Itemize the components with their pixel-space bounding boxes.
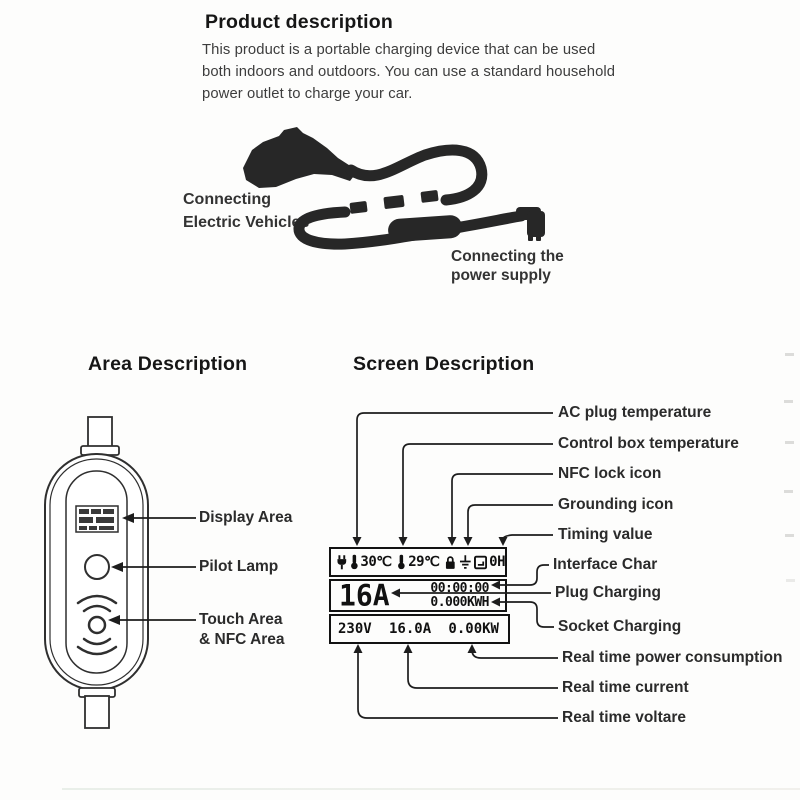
lock-icon <box>444 555 457 570</box>
device-body-inner-outline <box>50 459 143 685</box>
device-callout-arrows <box>108 513 196 625</box>
scan-artifact <box>786 579 795 582</box>
screen-description-heading: Screen Description <box>353 353 535 375</box>
energy-value: 0.000KWH <box>430 595 489 610</box>
device-body-outline <box>45 454 148 690</box>
callout-realtime-voltage: Real time voltare <box>562 709 687 726</box>
pilot-lamp <box>85 555 109 579</box>
device-top-cable <box>88 417 112 450</box>
control-box-temperature-value: 29℃ <box>408 554 440 570</box>
product-description-line: This product is a portable charging device that can be used <box>202 42 596 58</box>
device-bottom-cable <box>85 696 109 728</box>
cable-lower <box>299 212 521 244</box>
callout-socket-charging: Socket Charging <box>558 618 682 635</box>
device-display <box>76 506 118 532</box>
device-display-pixels <box>79 509 114 530</box>
realtime-current-value: 16.0A <box>388 621 432 637</box>
cable-upper <box>351 150 482 200</box>
grounding-icon <box>459 555 472 570</box>
lcd-measure-row <box>329 614 510 644</box>
label-pilot-lamp: Pilot Lamp <box>199 558 279 575</box>
scan-artifact <box>785 353 794 356</box>
scan-artifact-line <box>62 788 800 790</box>
label-connecting-power: Connecting the <box>451 248 564 265</box>
realtime-power-value: 0.00KW <box>448 621 499 637</box>
plug-icon <box>336 555 348 570</box>
scan-artifact <box>785 534 794 537</box>
label-touch-area: Touch Area <box>199 611 283 628</box>
product-description-line: both indoors and outdoors. You can use a standard household <box>202 64 616 80</box>
product-description-heading: Product description <box>205 11 393 33</box>
scan-artifact <box>784 490 793 493</box>
cable-break-dashes <box>349 190 438 214</box>
label-nfc-area: & NFC Area <box>199 631 285 648</box>
nfc-touch-icon <box>78 596 116 654</box>
callout-realtime-current: Real time current <box>562 679 689 696</box>
timing-value: 0H <box>489 554 506 570</box>
callout-control-box-temperature: Control box temperature <box>558 435 739 452</box>
ac-plug-temperature-value: 30℃ <box>360 554 392 570</box>
lcd-status-row <box>329 547 507 577</box>
callout-nfc-lock-icon: NFC lock icon <box>558 465 662 482</box>
cable-control-box <box>387 214 462 242</box>
thermometer-icon <box>350 554 359 570</box>
device-top-flange <box>81 446 119 455</box>
label-connecting-power: power supply <box>451 267 551 284</box>
callout-grounding-icon: Grounding icon <box>558 496 674 513</box>
callout-timing-value: Timing value <box>558 526 653 543</box>
callout-realtime-power: Real time power consumption <box>562 649 783 666</box>
label-connecting-ev: Electric Vehicles <box>183 214 310 231</box>
charge-time-value: 00:00:00 <box>430 581 489 596</box>
callout-ac-plug-temperature: AC plug temperature <box>558 404 712 421</box>
product-description-line: power outlet to charge your car. <box>202 86 413 102</box>
power-plug-silhouette <box>516 207 545 241</box>
interface-char-icon <box>474 555 488 570</box>
device-illustration <box>45 417 148 728</box>
ev-connector-silhouette <box>243 127 357 188</box>
label-connecting-ev: Connecting <box>183 191 271 208</box>
area-description-heading: Area Description <box>88 353 248 375</box>
scan-artifact <box>785 441 794 444</box>
device-bottom-flange <box>79 688 115 697</box>
realtime-voltage-value: 230V <box>338 621 372 637</box>
device-face <box>66 471 127 673</box>
callout-interface-char: Interface Char <box>553 556 658 573</box>
lcd-main-row <box>329 579 507 612</box>
scan-artifact <box>784 400 793 403</box>
callout-plug-charging: Plug Charging <box>555 584 661 601</box>
charging-current-setting: 16A <box>339 578 390 613</box>
thermometer-icon <box>397 554 406 570</box>
label-display-area: Display Area <box>199 509 293 526</box>
